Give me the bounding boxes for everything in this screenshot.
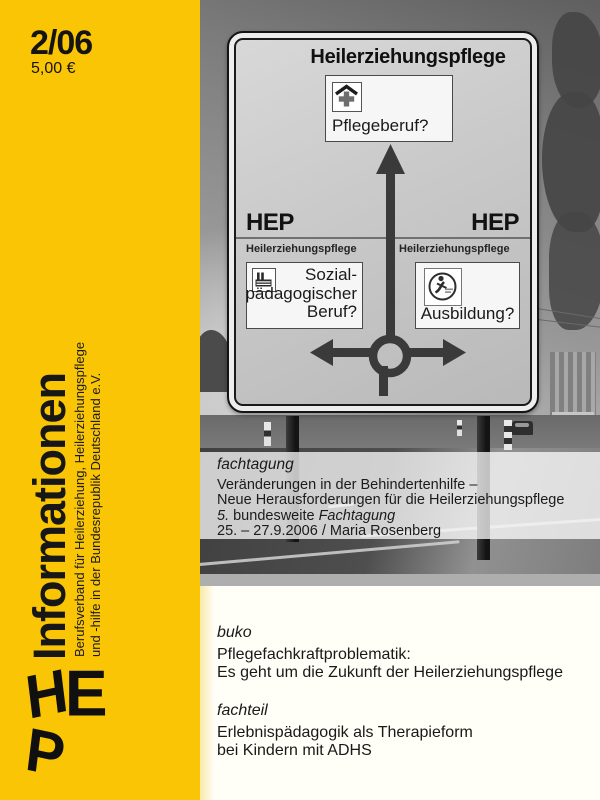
- price: 5,00 €: [31, 60, 76, 77]
- sign-box-line: pädagogischer: [245, 283, 357, 303]
- contents-line: Es geht um die Zukunft der Heilerziehungspflege: [217, 663, 563, 681]
- sign-hep-right: HEP: [471, 209, 519, 236]
- background-structure: [550, 352, 596, 418]
- event-banner-line: 25. – 27.9.2006 / Maria Rosenberg: [217, 523, 442, 540]
- event-banner: [200, 452, 600, 539]
- contents-section-buko: [217, 624, 582, 681]
- lane-marking: [200, 540, 460, 567]
- association-subtitle-line2: und -hilfe in der Bundesrepublik Deutschland e.V.: [88, 372, 103, 657]
- contents-area: [200, 586, 600, 800]
- pavement-strip: [200, 574, 600, 586]
- car: [512, 421, 533, 435]
- sign-subheading-left: Heilerziehungspflege: [246, 243, 357, 255]
- contents-kicker: fachteil: [217, 702, 268, 719]
- sign-hep-left: HEP: [246, 209, 294, 236]
- delineator-post: [457, 420, 462, 436]
- delineator-post: [264, 422, 271, 446]
- road-sign-panel: [234, 38, 532, 406]
- contents-line: Pflegefachkraftproblematik:: [217, 646, 411, 663]
- sign-box-label: Pflegeberuf?: [332, 116, 429, 135]
- event-banner-line: Veränderungen in der Behindertenhilfe –: [217, 477, 478, 493]
- issue-number: 2/06: [30, 24, 93, 62]
- cover-photo: [200, 0, 600, 586]
- sign-box-line: Sozial-: [305, 265, 357, 284]
- sign-title: Heilerziehungspflege: [310, 46, 506, 68]
- hep-logo-letter: E: [64, 656, 105, 730]
- contents-line: bei Kindern mit ADHS: [217, 741, 372, 759]
- contents-line: Erlebnispädagogik als Therapieform: [217, 724, 473, 741]
- delineator-post: [504, 420, 512, 450]
- sign-subheading-right: Heilerziehungspflege: [399, 243, 510, 255]
- contents-kicker: buko: [217, 624, 252, 641]
- sign-box-label: Ausbildung?: [420, 304, 515, 323]
- event-banner-kicker: fachtagung: [217, 456, 294, 473]
- hep-logo-letter: P: [22, 714, 66, 791]
- masthead-column: [0, 0, 200, 800]
- hep-logo: [22, 656, 110, 791]
- contents-section-fachteil: [217, 702, 582, 759]
- association-subtitle-line1: Berufsverband für Heilerziehung, Heilerziehungspflege: [72, 341, 87, 657]
- sign-box-line: Beruf?: [306, 302, 357, 321]
- hep-logo-letter: H: [22, 656, 69, 733]
- event-banner-line: Neue Herausforderungen für die Heilerziehungspflege: [217, 492, 565, 509]
- roundabout-arrows-symbol: [236, 40, 530, 404]
- grass-verge: [200, 415, 600, 451]
- road-sign: [227, 31, 539, 413]
- magazine-title: Informationen: [24, 373, 75, 660]
- tree-silhouette: [542, 92, 600, 232]
- event-banner-line: 5. bundesweite Fachtagung: [217, 507, 396, 524]
